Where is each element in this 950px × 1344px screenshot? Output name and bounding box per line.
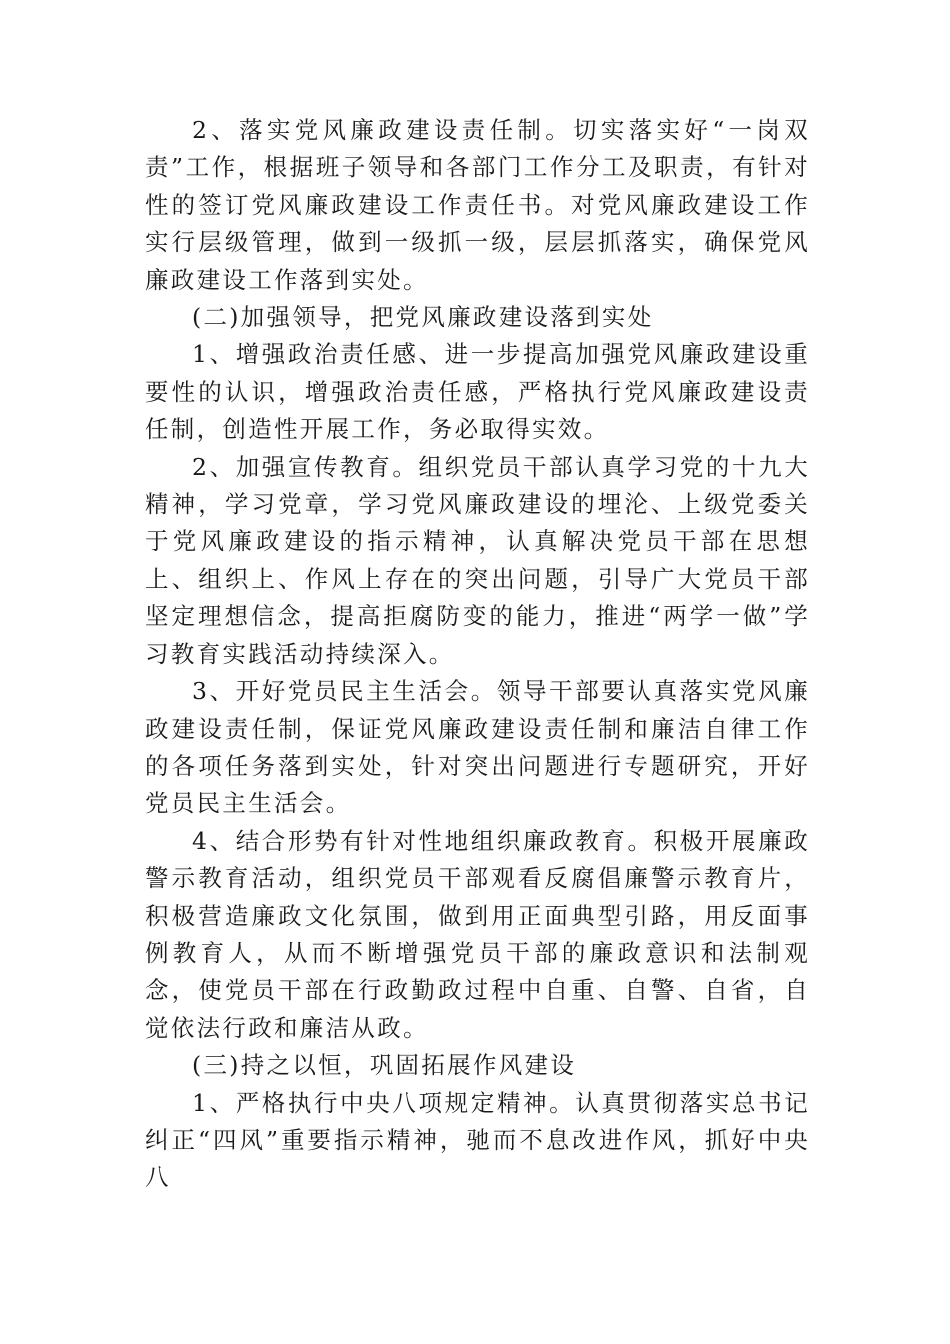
document-page bbox=[145, 112, 810, 1197]
paragraph-publicity-education: 2、加强宣传教育。组织党员干部认真学习党的十九大精神，学习党章，学习党风廉政建设的埋沦、上级党委关于党风廉政建设的指示精神，认真解决党员干部在思想上、组织上、作风上存在的突出问题，引导广大党员干部坚定理想信念，提高拒腐防变的能力，推进“两学一做”学习教育实践活动持续深入。 bbox=[145, 452, 810, 668]
paragraph-eight-provisions: 1、严格执行中央八项规定精神。认真贯彻落实总书记纠正“四风”重要指示精神，驰而不息改进作风，抓好中央八 bbox=[145, 1088, 810, 1192]
paragraph-political-responsibility: 1、增强政治责任感、进一步提高加强党风廉政建设重要性的认识，增强政治责任感，严格执行党风廉政建设责任制，创造性开展工作，务必取得实效。 bbox=[145, 340, 810, 444]
paragraph-integrity-education: 4、结合形势有针对性地组织廉政教育。积极开展廉政警示教育活动，组织党员干部观看反腐倡廉警示教育片，积极营造廉政文化氛围，做到用正面典型引路，用反面事例教育人，从而不断增强党员干部的廉政意识和法制观念，使党员干部在行政勤政过程中自重、自警、自省，自觉依法行政和廉洁从政。 bbox=[145, 826, 810, 1042]
paragraph-responsibility-system: 2、落实党风廉政建设责任制。切实落实好“一岗双责”工作，根据班子领导和各部门工作分工及职责，有针对性的签订党风廉政建设工作责任书。对党风廉政建设工作实行层级管理，做到一级抓一级，层层抓落实，确保党风廉政建设工作落到实处。 bbox=[145, 116, 810, 294]
section-heading-strengthen-leadership: (二)加强领导，把党风廉政建设落到实处 bbox=[192, 303, 654, 332]
paragraph-democratic-life-meeting: 3、开好党员民主生活会。领导干部要认真落实党风廉政建设责任制，保证党风廉政建设责任制和廉洁自律工作的各项任务落到实处，针对突出问题进行专题研究，开好党员民主生活会。 bbox=[145, 677, 810, 818]
section-heading-work-style: (三)持之以恒，巩固拓展作风建设 bbox=[192, 1051, 577, 1080]
